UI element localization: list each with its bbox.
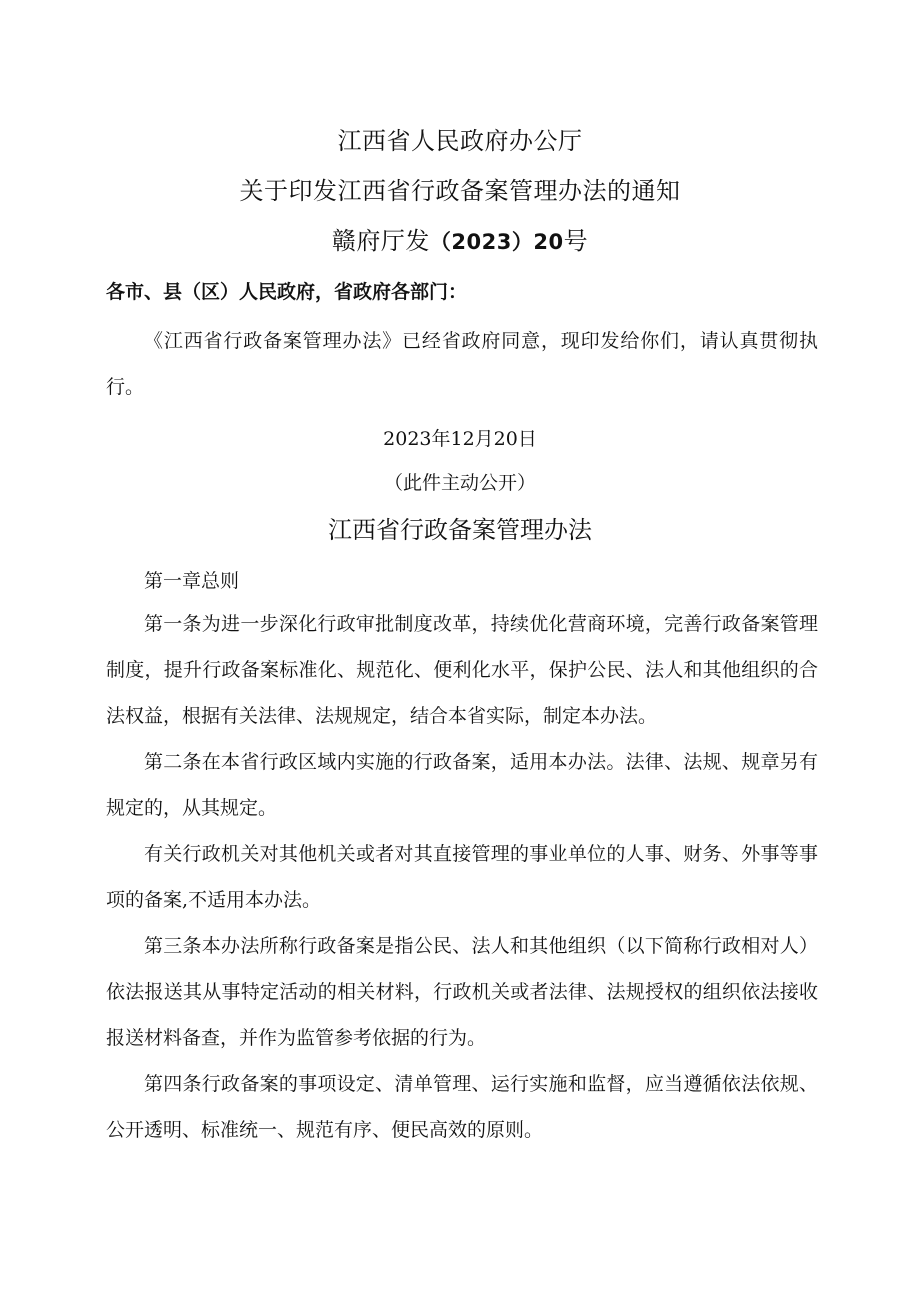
article-paragraph: 有关行政机关对其他机关或者对其直接管理的事业单位的人事、财务、外事等事项的备案,不适用本办法。	[106, 843, 818, 911]
chapter-heading: 第一章总则	[144, 570, 240, 592]
article-paragraph: 第四条行政备案的事项设定、清单管理、运行实施和监督，应当遵循依法依规、公开透明、标准统一、规范有序、便民高效的原则。	[106, 1073, 818, 1141]
public-note: （此件主动公开）	[383, 472, 536, 494]
salutation: 各市、县（区）人民政府，省政府各部门：	[106, 281, 468, 303]
article-paragraph: 第三条本办法所称行政备案是指公民、法人和其他组织（以下简称行政相对人）依法报送其从事特定活动的相关材料，行政机关或者法律、法规授权的组织依法接收报送材料备查，并作为监管参考依据的行为。	[106, 935, 818, 1049]
notice-title: 关于印发江西省行政备案管理办法的通知	[239, 177, 681, 205]
doc-number-suffix: 号	[563, 227, 589, 255]
document-number	[0, 226, 920, 257]
doc-number-year: （2023）	[429, 230, 534, 254]
intro-paragraph: 《江西省行政备案管理办法》已经省政府同意，现印发给你们，请认真贯彻执行。	[106, 330, 818, 398]
doc-number-num: 20	[533, 230, 564, 254]
article-paragraph: 第一条为进一步深化行政审批制度改革，持续优化营商环境，完善行政备案管理制度，提升行政备案标准化、规范化、便利化水平，保护公民、法人和其他组织的合法权益，根据有关法律、法规规定，结合本省实际，制定本办法。	[106, 613, 818, 727]
article-paragraph: 第二条在本省行政区域内实施的行政备案，适用本办法。法律、法规、规章另有规定的，从其规定。	[106, 751, 818, 819]
issuer-title: 江西省人民政府办公厅	[337, 127, 583, 155]
regulation-title: 江西省行政备案管理办法	[328, 516, 592, 544]
issue-date: 2023年12月20日	[383, 428, 537, 450]
doc-number-prefix: 赣府厅发	[331, 227, 430, 255]
